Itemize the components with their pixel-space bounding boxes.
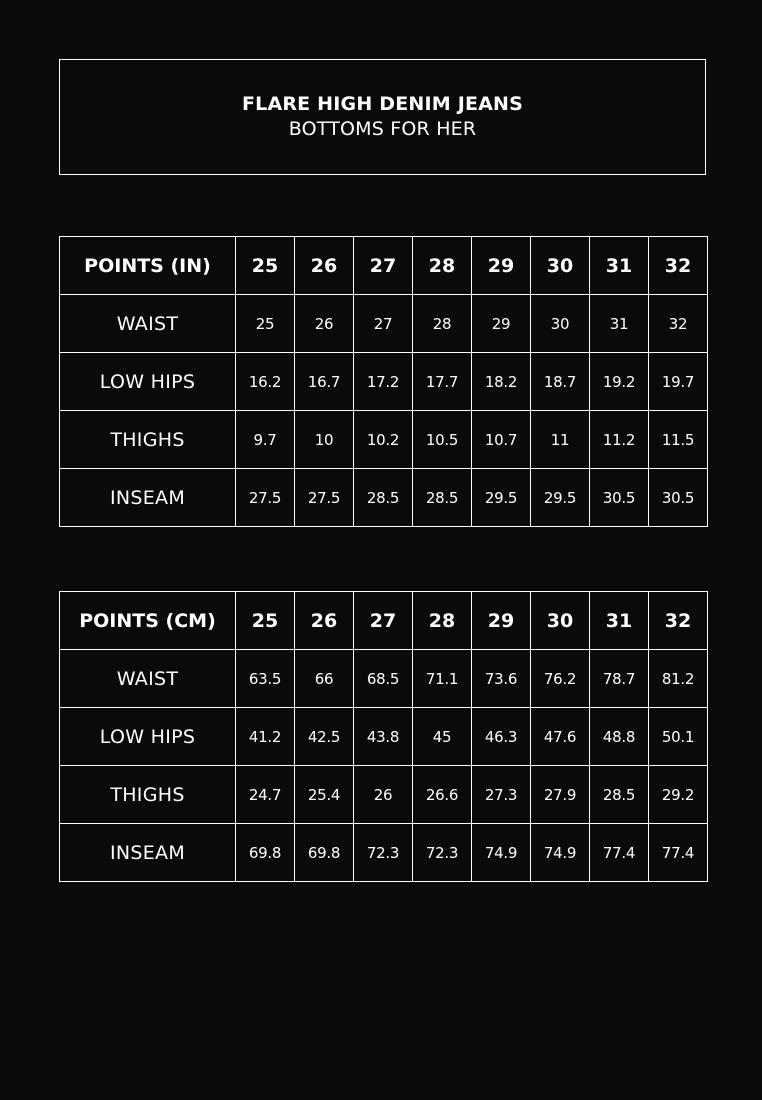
measurement-value: 77.4 [590,824,649,882]
measurement-value: 29 [472,295,531,353]
product-category: BOTTOMS FOR HER [288,118,477,140]
table-row [60,766,708,824]
measurement-value: 10.5 [413,411,472,469]
size-header-cell: 31 [590,592,649,650]
measurement-value: 63.5 [236,650,295,708]
measurement-value: 29.5 [472,469,531,527]
measurement-value: 74.9 [531,824,590,882]
size-header-cell: 28 [413,237,472,295]
measurement-label: LOW HIPS [60,353,236,411]
measurement-value: 19.2 [590,353,649,411]
measurement-value: 78.7 [590,650,649,708]
size-header-cell: 26 [295,237,354,295]
measurement-value: 11 [531,411,590,469]
table-row [60,708,708,766]
table-row [60,650,708,708]
size-header-cell: 30 [531,592,590,650]
measurement-value: 43.8 [354,708,413,766]
measurement-value: 32 [649,295,708,353]
measurement-value: 10.7 [472,411,531,469]
table-row [60,295,708,353]
measurement-value: 16.2 [236,353,295,411]
measurement-value: 26 [295,295,354,353]
size-header-cell: 28 [413,592,472,650]
measurement-value: 17.7 [413,353,472,411]
measurement-value: 30.5 [590,469,649,527]
size-header-cell: 26 [295,592,354,650]
size-table-inches [59,236,708,527]
measurement-label: INSEAM [60,469,236,527]
measurement-value: 73.6 [472,650,531,708]
measurement-value: 19.7 [649,353,708,411]
measurement-value: 68.5 [354,650,413,708]
measurement-label: WAIST [60,295,236,353]
size-header-cell: 29 [472,592,531,650]
table-row [60,411,708,469]
measurement-label: INSEAM [60,824,236,882]
measurement-label: THIGHS [60,411,236,469]
measurement-value: 16.7 [295,353,354,411]
measurement-value: 27.3 [472,766,531,824]
measurement-value: 27 [354,295,413,353]
measurement-label: WAIST [60,650,236,708]
product-title: FLARE HIGH DENIM JEANS [241,93,524,115]
measurement-value: 48.8 [590,708,649,766]
measurement-value: 25.4 [295,766,354,824]
measurement-value: 11.2 [590,411,649,469]
header-label: POINTS (CM) [60,592,236,650]
size-header-cell: 29 [472,237,531,295]
header-label: POINTS (IN) [60,237,236,295]
table-header-row [60,592,708,650]
size-header-cell: 25 [236,592,295,650]
measurement-value: 72.3 [413,824,472,882]
measurement-value: 18.2 [472,353,531,411]
measurement-value: 25 [236,295,295,353]
size-table-centimeters [59,591,708,882]
measurement-value: 47.6 [531,708,590,766]
measurement-value: 10 [295,411,354,469]
measurement-label: LOW HIPS [60,708,236,766]
measurement-value: 17.2 [354,353,413,411]
measurement-value: 28.5 [413,469,472,527]
measurement-value: 26 [354,766,413,824]
size-header-cell: 32 [649,237,708,295]
measurement-value: 76.2 [531,650,590,708]
measurement-value: 71.1 [413,650,472,708]
measurement-value: 29.5 [531,469,590,527]
measurement-value: 72.3 [354,824,413,882]
measurement-value: 74.9 [472,824,531,882]
measurement-value: 66 [295,650,354,708]
table-row [60,469,708,527]
size-header-cell: 31 [590,237,649,295]
measurement-value: 31 [590,295,649,353]
measurement-value: 28.5 [590,766,649,824]
measurement-value: 26.6 [413,766,472,824]
size-header-cell: 30 [531,237,590,295]
measurement-value: 27.9 [531,766,590,824]
measurement-value: 30.5 [649,469,708,527]
measurement-value: 77.4 [649,824,708,882]
measurement-value: 30 [531,295,590,353]
measurement-value: 27.5 [236,469,295,527]
measurement-value: 46.3 [472,708,531,766]
table-row [60,824,708,882]
size-header-cell: 32 [649,592,708,650]
measurement-value: 27.5 [295,469,354,527]
measurement-value: 11.5 [649,411,708,469]
size-header-cell: 27 [354,592,413,650]
measurement-value: 42.5 [295,708,354,766]
measurement-value: 10.2 [354,411,413,469]
table-header-row [60,237,708,295]
measurement-value: 69.8 [236,824,295,882]
title-box [59,59,706,175]
size-header-cell: 27 [354,237,413,295]
measurement-label: THIGHS [60,766,236,824]
measurement-value: 9.7 [236,411,295,469]
table-row [60,353,708,411]
measurement-value: 29.2 [649,766,708,824]
measurement-value: 69.8 [295,824,354,882]
measurement-value: 45 [413,708,472,766]
measurement-value: 28.5 [354,469,413,527]
size-header-cell: 25 [236,237,295,295]
measurement-value: 41.2 [236,708,295,766]
measurement-value: 28 [413,295,472,353]
measurement-value: 81.2 [649,650,708,708]
measurement-value: 24.7 [236,766,295,824]
measurement-value: 18.7 [531,353,590,411]
measurement-value: 50.1 [649,708,708,766]
